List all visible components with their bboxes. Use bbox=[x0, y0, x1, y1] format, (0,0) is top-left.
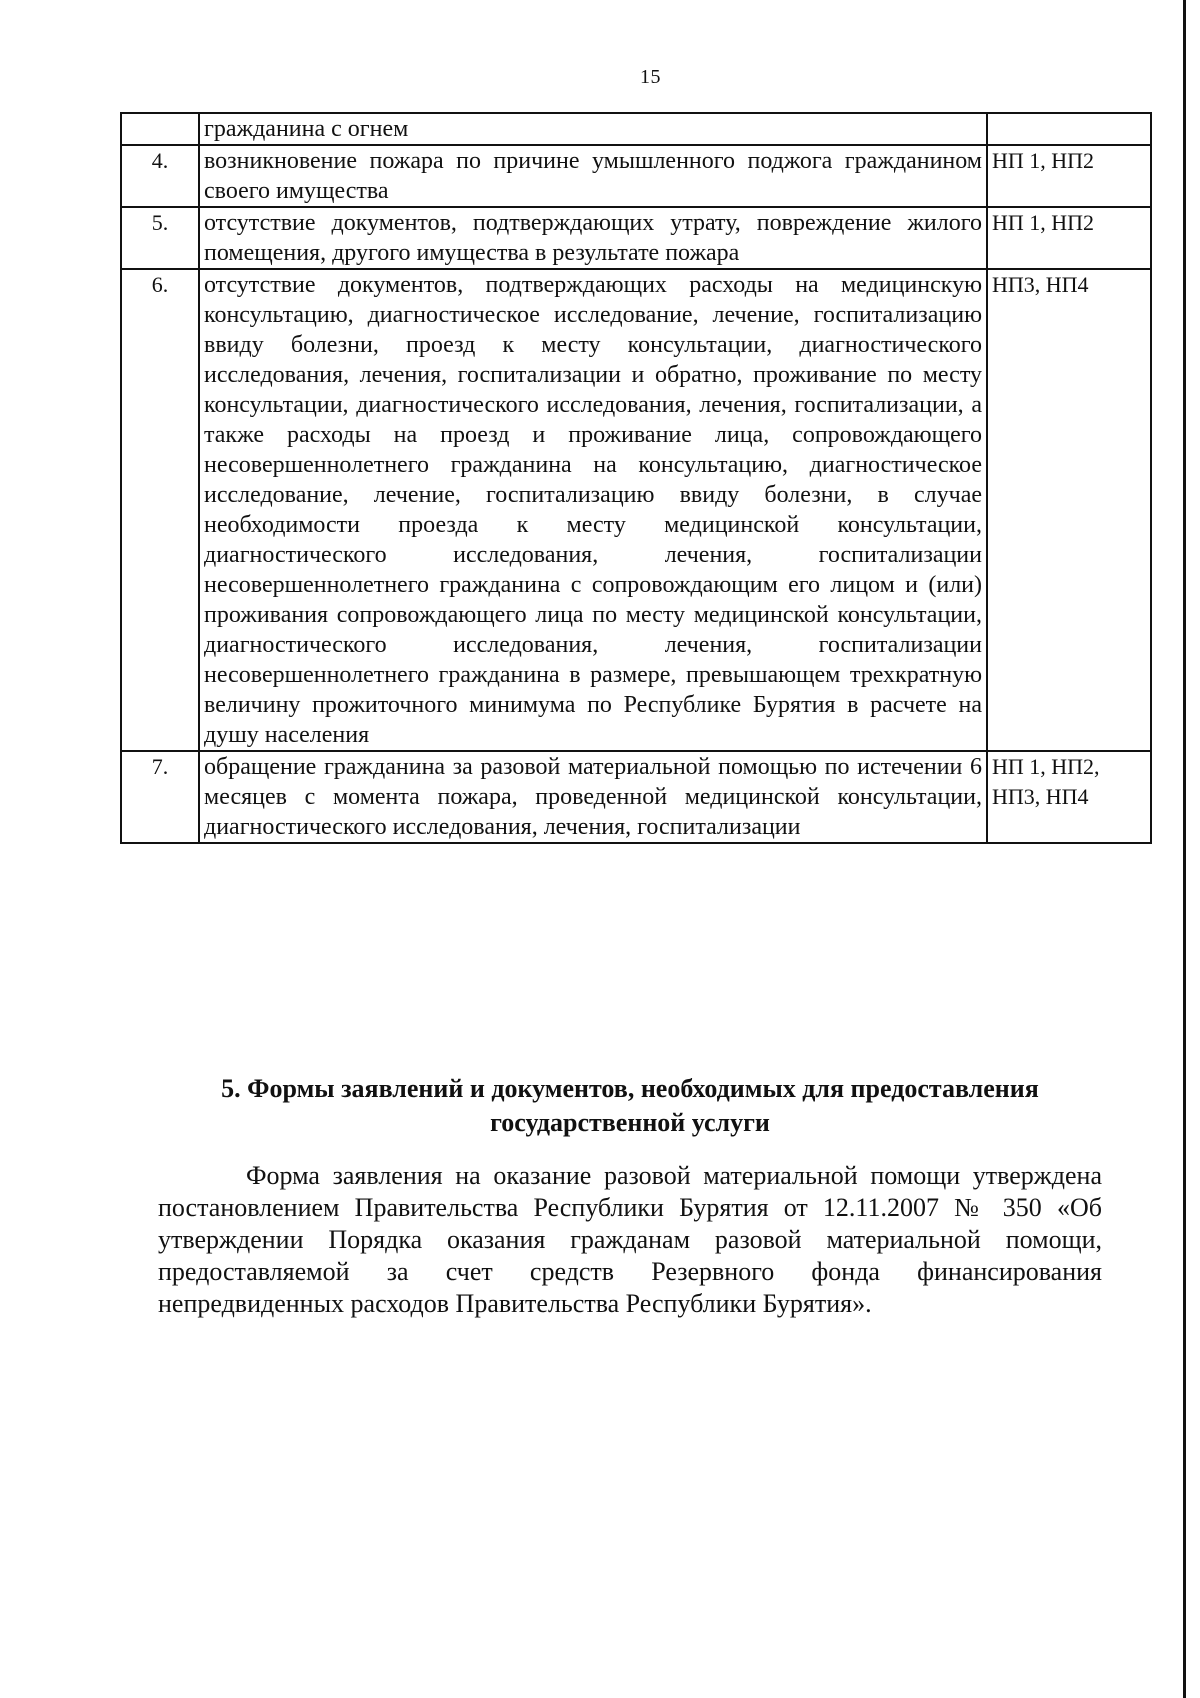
row-codes: НП 1, НП2 bbox=[987, 145, 1151, 207]
row-text: отсутствие документов, подтверждающих расходы на медицинскую консультацию, диагностическое исследование, лечение, госпитализацию ввиду болезни, проезд к месту консультации, диагностического исследования, лечения, госпитализации и обратно, проживание по месту консультации, диагностического исследования, лечения, госпитализации, а также расходы на проезд и проживание лица, сопровождающего несовершеннолетнего гражданина на консультацию, диагностическое исследование, лечение, госпитализацию ввиду болезни, в случае необходимости проезда к месту медицинской консультации, диагностического исследования, лечения, госпитализации несовершеннолетнего гражданина с сопровождающим его лицом и (или) проживания сопровождающего лица по месту медицинской консультации, диагностического исследования, лечения, госпитализации несовершеннолетнего гражданина в размере, превышающем трехкратную величину прожиточного минимума по Республике Бурятия в расчете на душу населения bbox=[199, 269, 987, 751]
row-codes bbox=[987, 113, 1151, 145]
row-number: 4. bbox=[121, 145, 199, 207]
row-number: 6. bbox=[121, 269, 199, 751]
table-row bbox=[121, 113, 1151, 145]
row-codes: НП3, НП4 bbox=[987, 269, 1151, 751]
row-number: 7. bbox=[121, 751, 199, 843]
section-paragraph: Форма заявления на оказание разовой материальной помощи утверждена постановлением Правительства Республики Бурятия от 12.11.2007 № 350 «Об утверждении Порядка оказания гражданам разовой материальной помощи, предоставляемой за счет средств Резервного фонда финансирования непредвиденных расходов Правительства Республики Бурятия». bbox=[158, 1161, 1102, 1318]
page-number: 15 bbox=[640, 66, 661, 88]
row-number bbox=[121, 113, 199, 145]
conditions-table bbox=[120, 112, 1152, 844]
row-text: отсутствие документов, подтверждающих утрату, повреждение жилого помещения, другого имущества в результате пожара bbox=[199, 207, 987, 269]
table-row bbox=[121, 145, 1151, 207]
table-row bbox=[121, 207, 1151, 269]
row-codes: НП 1, НП2, НП3, НП4 bbox=[987, 751, 1151, 843]
page-edge-line bbox=[1183, 0, 1186, 1698]
row-text: гражданина с огнем bbox=[199, 113, 987, 145]
row-text: обращение гражданина за разовой материальной помощью по истечении 6 месяцев с момента пожара, проведенной медицинской консультации, диагностического исследования, лечения, госпитализации bbox=[199, 751, 987, 843]
row-number: 5. bbox=[121, 207, 199, 269]
section-title: 5. Формы заявлений и документов, необходимых для предоставления государственной услуги bbox=[221, 1074, 1039, 1137]
table-row bbox=[121, 751, 1151, 843]
row-codes: НП 1, НП2 bbox=[987, 207, 1151, 269]
table-row bbox=[121, 269, 1151, 751]
row-text: возникновение пожара по причине умышленного поджога гражданином своего имущества bbox=[199, 145, 987, 207]
